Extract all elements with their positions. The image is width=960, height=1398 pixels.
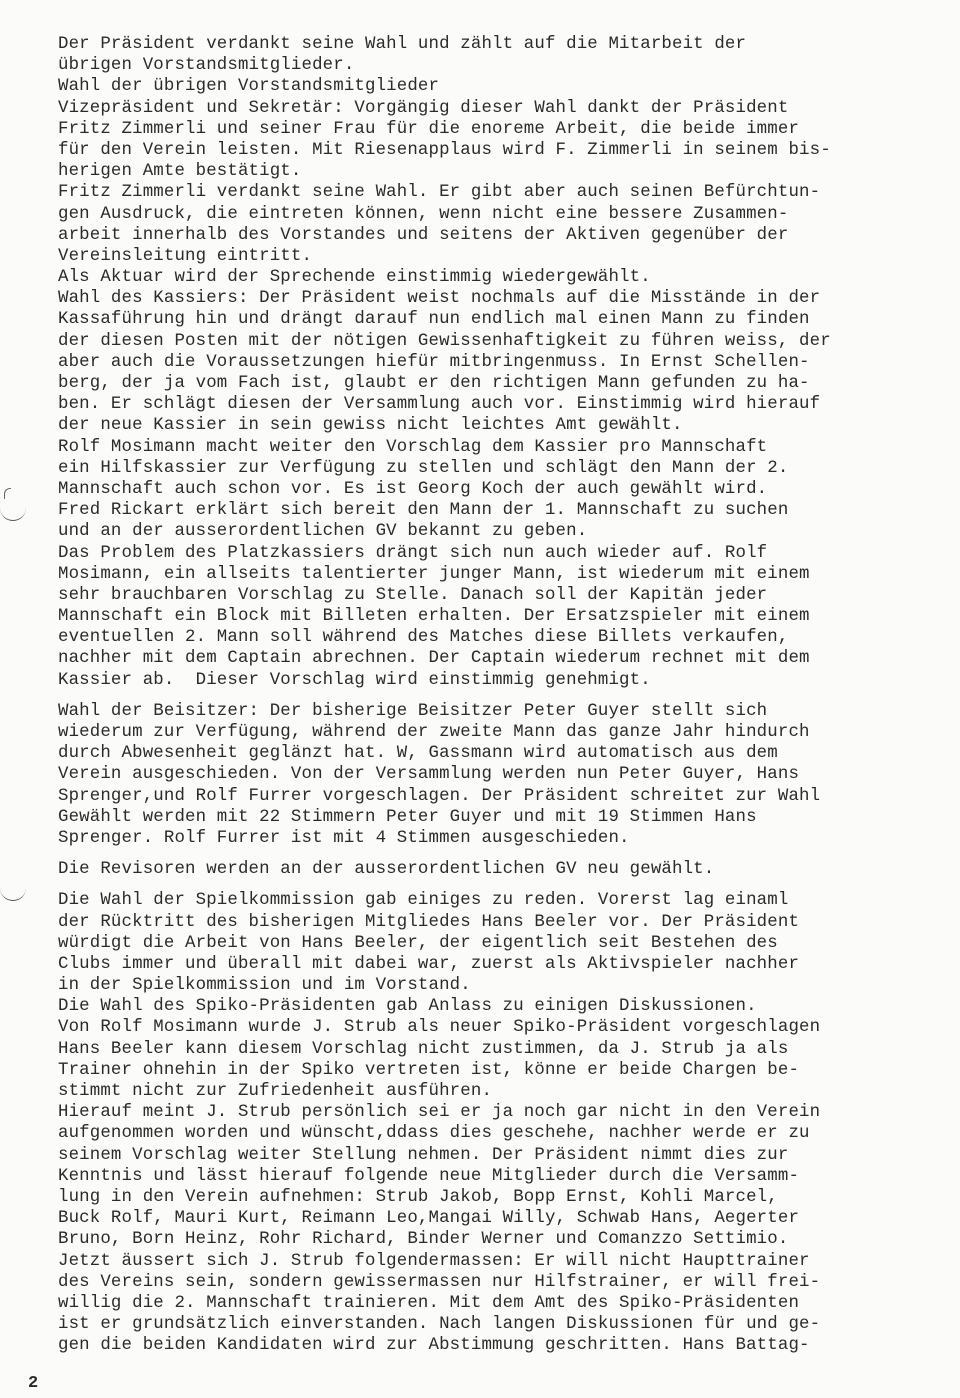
text-line: berg, der ja vom Fach ist, glaubt er den richtigen Mann gefunden zu ha-	[58, 374, 810, 393]
text-line: Fred Rickart erklärt sich bereit den Mann der 1. Mannschaft zu suchen	[58, 501, 789, 521]
text-line: Vereinsleitung eintritt.	[58, 246, 313, 266]
text-line: Buck Rolf, Mauri Kurt, Reimann Leo,Mangai Willy, Schwab Hans, Aegerter	[58, 1209, 800, 1229]
text-line: der diesen Posten mit der nötigen Gewissenhaftigkeit zu führen weiss, der	[58, 331, 831, 351]
text-line: ein Hilfskassier zur Verfügung zu stellen und schlägt den Mann der 2.	[58, 458, 789, 478]
text-line: nachher mit dem Captain abrechnen. Der Captain wiederum rechnet mit dem	[58, 649, 810, 669]
text-line: Die Revisoren werden an der ausserordentlichen GV neu gewählt.	[58, 860, 715, 880]
text-line: für den Verein leisten. Mit Riesenapplaus wird F. Zimmerli in seinem bis-	[58, 140, 831, 160]
text-line: willig die 2. Mannschaft trainieren. Mit dem Amt des Spiko-Präsidenten	[58, 1293, 800, 1313]
text-line: Clubs immer und überall mit dabei war, zuerst als Aktivspieler nachher	[58, 954, 800, 974]
text-line: ben. Er schlägt diesen der Versammlung auch vor. Einstimmig wird hierauf	[58, 395, 821, 415]
text-line: gen die beiden Kandidaten wird zur Abstimmung geschritten. Hans Battag-	[58, 1336, 810, 1356]
margin-mark	[4, 488, 11, 499]
text-line: eventuellen 2. Mann soll während des Matches diese Billets verkaufen,	[58, 628, 789, 648]
text-line: Kassaführung hin und drängt darauf nun endlich mal einen Mann zu finden	[58, 310, 810, 330]
text-line: Wahl des Kassiers: Der Präsident weist nochmals auf die Misstände in der	[58, 289, 821, 309]
text-line: Gewählt werden mit 22 Stimmern Peter Guyer und mit 19 Stimmen Hans	[58, 807, 757, 827]
text-line: Sprenger,und Rolf Furrer vorgeschlagen. Der Präsident schreitet zur Wahl	[58, 786, 821, 806]
text-line: Mannschaft auch schon vor. Es ist Georg Koch der auch gewählt wird.	[58, 479, 768, 499]
text-line: Sprenger. Rolf Furrer ist mit 4 Stimmen ausgeschieden.	[58, 828, 630, 848]
text-line: und an der ausserordentlichen GV bekannt zu geben.	[58, 522, 588, 542]
text-line: Mosimann, ein allseits talentierter junger Mann, ist wiederum mit einem	[58, 564, 810, 584]
text-line: Verein ausgeschieden. Von der Versammlung werden nun Peter Guyer, Hans	[58, 765, 800, 785]
text-line: ist er grundsätzlich einverstanden. Nach langen Diskussionen für und ge-	[58, 1315, 821, 1335]
text-line: Der Präsident verdankt seine Wahl und zählt auf die Mitarbeit der	[58, 35, 747, 54]
text-line: Vizepräsident und Sekretär: Vorgängig dieser Wahl dankt der Präsident	[58, 98, 789, 118]
text-line: Kenntnis und lässt hierauf folgende neue Mitglieder durch die Versamm-	[58, 1166, 800, 1186]
text-line: übrigen Vorstandsmitglieder.	[58, 56, 355, 76]
text-line: stimmt nicht zur Zufriedenheit ausführen.	[58, 1082, 493, 1101]
text-line: Die Wahl des Spiko-Präsidenten gab Anlass zu einigen Diskussionen.	[58, 997, 757, 1017]
text-line: Das Problem des Platzkassiers drängt sich nun auch wieder auf. Rolf	[58, 543, 768, 563]
text-line: gen Ausdruck, die eintreten können, wenn nicht eine bessere Zusammen-	[58, 204, 789, 224]
text-line: Fritz Zimmerli verdankt seine Wahl. Er gibt aber auch seinen Befürchtun-	[58, 183, 821, 203]
typewritten-text	[58, 34, 953, 1356]
text-line: Hans Beeler kann diesem Vorschlag nicht zustimmen, da J. Strub ja als	[58, 1039, 789, 1059]
text-line: Mannschaft ein Block mit Billeten erhalten. Der Ersatzspieler mit einem	[58, 607, 810, 627]
text-line: Die Wahl der Spielkommission gab einiges zu reden. Vorerst lag einaml	[58, 891, 789, 911]
text-line: Wahl der übrigen Vorstandsmitglieder	[58, 77, 440, 97]
text-line: Trainer ohnehin in der Spiko vertreten ist, könne er beide Chargen be-	[58, 1060, 800, 1080]
text-line: aber auch die Voraussetzungen hiefür mitbringenmuss. In Ernst Schellen-	[58, 352, 810, 372]
text-line: des Vereins sein, sondern gewissermassen nur Hilfstrainer, er will frei-	[58, 1272, 821, 1292]
page-number: 2	[28, 1374, 39, 1393]
paragraph-gap	[58, 691, 953, 701]
text-line: durch Abwesenheit geglänzt hat. W, Gassmann wird automatisch aus dem	[58, 744, 778, 764]
text-line: seinem Vorschlag weiter Stellung nehmen. Der Präsident nimmt dies zur	[58, 1145, 789, 1165]
punch-hole-mark	[0, 884, 26, 901]
text-line: der Rücktritt des bisherigen Mitgliedes Hans Beeler vor. Der Präsident	[58, 912, 800, 932]
text-line: aufgenommen worden und wünscht,ddass dies geschehe, nachher werde er zu	[58, 1124, 810, 1144]
text-line: herigen Amte bestätigt.	[58, 162, 302, 182]
text-line: arbeit innerhalb des Vorstandes und seitens der Aktiven gegenüber der	[58, 225, 789, 245]
text-line: Rolf Mosimann macht weiter den Vorschlag dem Kassier pro Mannschaft	[58, 437, 768, 457]
text-line: Als Aktuar wird der Sprechende einstimmig wiedergewählt.	[58, 268, 651, 288]
text-line: Wahl der Beisitzer: Der bisherige Beisitzer Peter Guyer stellt sich	[58, 701, 768, 721]
punch-hole-mark	[0, 504, 26, 521]
text-line: in der Spielkommission und im Vorstand.	[58, 976, 471, 996]
text-line: sehr brauchbaren Vorschlag zu Stelle. Danach soll der Kapitän jeder	[58, 585, 768, 605]
text-line: würdigt die Arbeit von Hans Beeler, der eigentlich seit Bestehen des	[58, 933, 778, 953]
paragraph-gap	[58, 849, 953, 859]
paragraph-gap	[58, 880, 953, 890]
text-line: Jetzt äussert sich J. Strub folgendermassen: Er will nicht Haupttrainer	[58, 1251, 810, 1271]
text-line: Kassier ab. Dieser Vorschlag wird einstimmig genehmigt.	[58, 670, 651, 690]
text-line: Bruno, Born Heinz, Rohr Richard, Binder Werner und Comanzzo Settimio.	[58, 1230, 789, 1250]
text-line: wiederum zur Verfügung, während der zweite Mann das ganze Jahr hindurch	[58, 723, 810, 742]
text-line: Hierauf meint J. Strub persönlich sei er ja noch gar nicht in den Verein	[58, 1103, 821, 1123]
text-line: Fritz Zimmerli und seiner Frau für die enoreme Arbeit, die beide immer	[58, 119, 800, 139]
text-line: Von Rolf Mosimann wurde J. Strub als neuer Spiko-Präsident vorgeschlagen	[58, 1018, 821, 1038]
text-line: der neue Kassier in sein gewiss nicht leichtes Amt gewählt.	[58, 416, 683, 436]
text-line: lung in den Verein aufnehmen: Strub Jakob, Bopp Ernst, Kohli Marcel,	[58, 1187, 778, 1207]
